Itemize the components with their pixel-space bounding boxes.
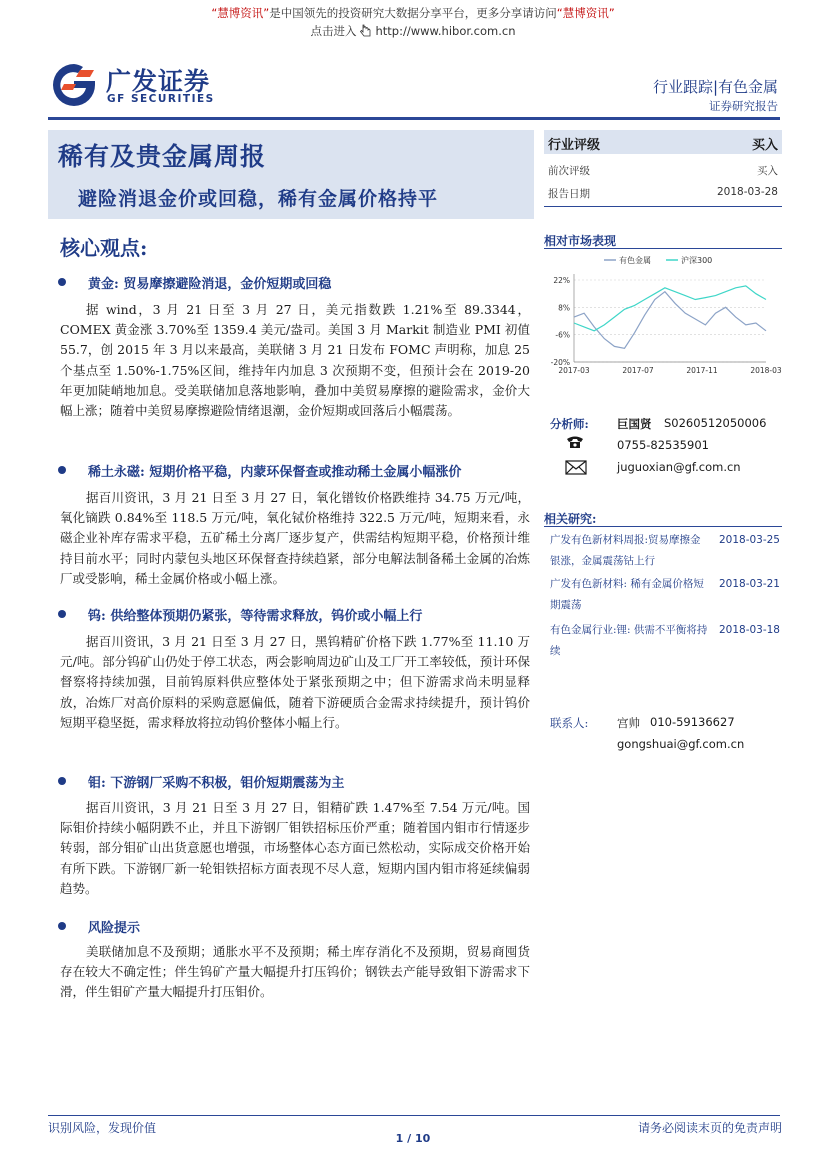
x-tick-label: 2017-03 xyxy=(558,366,590,375)
x-tick-label: 2017-11 xyxy=(686,366,718,375)
related-item[interactable] xyxy=(550,574,782,616)
bullet-icon xyxy=(58,466,66,474)
y-tick-label: 8% xyxy=(558,303,570,313)
related-item[interactable] xyxy=(550,620,782,662)
analyst-id: S0260512050006 xyxy=(664,416,767,430)
point-heading: 黄金: 贸易摩擦避险消退，金价短期或回稳 xyxy=(88,277,332,292)
point-heading: 钼: 下游钢厂采购不积极，钼价短期震荡为主 xyxy=(88,776,345,791)
bullet-icon xyxy=(58,777,66,785)
bullet-icon xyxy=(58,610,66,618)
contact-phone: 010-59136627 xyxy=(650,715,735,729)
legend-label: 沪深300 xyxy=(681,256,713,265)
logo-text-cn: 广发证券 xyxy=(106,67,211,96)
legend-label: 有色金属 xyxy=(619,256,651,265)
analyst-name: 巨国贤 xyxy=(617,417,652,431)
related-item-date: 2018-03-25 xyxy=(718,534,780,546)
header-divider xyxy=(48,117,780,120)
banner-brand-2: “慧博资讯” xyxy=(556,6,615,20)
report-date-label: 报告日期 xyxy=(548,188,590,200)
contact-email[interactable]: gongshuai@gf.com.cn xyxy=(617,737,745,751)
footer-disclaimer[interactable]: 请务必阅读末页的免责声明 xyxy=(637,1121,782,1135)
related-item[interactable] xyxy=(550,530,782,572)
banner-text: 是中国领先的投资研究大数据分享平台，更多分享请访问 xyxy=(269,6,557,20)
y-tick-label: -20% xyxy=(550,358,570,367)
point-body: 据百川资讯，3 月 21 日至 3 月 27 日，黑钨精矿价格下跌 1.77%至 11.10 万元/吨。部分钨矿山仍处于停工状态，两会影响周边矿山及工厂开工率较低，预计环保督察将持续加强，目前钨原料供应整体处于紧张预期之中；但下游需求尚未明显释放，冶炼厂对高价原料的采购意愿偏低，随着下游硬质合金需求持续提升，预计钨价短期平稳坚挺，需求释放将拉动钨价整体小幅上行。 xyxy=(60,634,530,730)
prev-rating-value: 买入 xyxy=(757,165,778,177)
x-tick-label: 2017-07 xyxy=(622,366,654,375)
point-heading: 稀土永磁: 短期价格平稳，内蒙环保督查或推动稀土金属小幅涨价 xyxy=(88,465,462,480)
banner-line1 xyxy=(0,4,826,22)
core-views-title: 核心观点: xyxy=(60,236,148,260)
contact-name: 宫帅 xyxy=(617,716,640,730)
report-subtitle: 避险消退金价或回稳，稀有金属价格持平 xyxy=(78,188,439,210)
contact-label: 联系人: xyxy=(550,716,589,730)
footer-divider xyxy=(48,1115,780,1116)
point-body: 据百川资讯，3 月 21 日至 3 月 27 日，氧化镨钕价格跌维持 34.75 万元/吨，氧化镝跌 0.84%至 118.5 万元/吨，氧化铽价格维持 322.5 万元/吨，短期来看，永磁企业补库存需求平稳，五矿稀土分离厂逐步复产，供需结构短期平稳，价格预计维持目前水平；同时内蒙包头地区环保督查持续趋紧，部分电解法制备稀土金属的冶炼厂或受影响，稀土金属价格或小幅上涨。 xyxy=(60,490,530,586)
series-line-sector xyxy=(574,292,766,349)
point-body: 据百川资讯，3 月 21 日至 3 月 27 日，钼精矿跌 1.47%至 7.54 万元/吨。国际钼价持续小幅阴跌不止，并且下游钢厂钼铁招标压价严重；随着国内钼市行情逐步转弱，部分钼矿山出货意愿也增强，市场整体心态方面已然松动，实际成交价格开始有所下跌。下游钢厂新一轮钼铁招标方面表现不尽人意，短期内国内钼市将延续偏弱趋势。 xyxy=(60,800,530,896)
gf-logo xyxy=(50,62,220,108)
y-tick-label: 22% xyxy=(553,276,570,285)
report-date-value: 2018-03-28 xyxy=(716,186,778,198)
prev-rating-label: 前次评级 xyxy=(548,165,590,177)
banner-url[interactable]: http://www.hibor.com.cn xyxy=(375,24,516,38)
point-heading: 风险提示 xyxy=(88,921,141,936)
x-tick-label: 2018-03 xyxy=(750,366,782,375)
related-item-date: 2018-03-18 xyxy=(718,624,780,636)
related-item-title[interactable]: 广发有色新材料周报:贸易摩擦金银涨，金属震荡钴上行 xyxy=(550,534,701,567)
bullet-icon xyxy=(58,278,66,286)
analyst-email[interactable]: juguoxian@gf.com.cn xyxy=(617,460,741,474)
related-title: 相关研究: xyxy=(544,512,597,526)
point-heading: 钨: 供给整体预期仍紧张，等待需求释放，钨价或小幅上行 xyxy=(88,609,423,624)
market-title: 相对市场表现 xyxy=(544,234,617,248)
page-number: 1 / 10 xyxy=(395,1132,431,1145)
report-title: 稀有及贵金属周报 xyxy=(58,142,267,171)
rating-label: 行业评级 xyxy=(548,138,601,153)
related-item-title[interactable]: 有色金属行业:锂: 供需不平衡将持续 xyxy=(550,624,708,657)
relative-performance-chart xyxy=(544,250,782,382)
analyst-phone: 0755-82535901 xyxy=(617,438,709,452)
market-divider xyxy=(544,248,782,249)
related-item-title[interactable]: 广发有色新材料: 稀有金属价格短期震荡 xyxy=(550,578,704,611)
series-line-index xyxy=(574,286,766,331)
report-type: 证券研究报告 xyxy=(709,99,778,113)
related-item-date: 2018-03-21 xyxy=(718,578,780,590)
gf-logo-icon xyxy=(50,62,98,108)
analyst-label: 分析师: xyxy=(550,417,589,431)
mail-icon xyxy=(565,460,587,475)
point-body: 美联储加息不及预期；通胀水平不及预期；稀土库存消化不及预期，贸易商囤货存在较大不确定性；伴生钨矿产量大幅提升打压钨价；钢铁去产能导致钼下游需求下滑，伴生钼矿产量大幅提升打压钼价。 xyxy=(60,944,530,1000)
phone-icon xyxy=(566,435,584,449)
hand-cursor-icon xyxy=(359,24,372,37)
banner-line2[interactable] xyxy=(0,22,826,40)
report-category: 行业跟踪|有色金属 xyxy=(652,78,778,96)
rating-value: 买入 xyxy=(751,138,778,153)
related-divider xyxy=(544,526,782,527)
banner-enter[interactable]: 点击进入 xyxy=(310,24,357,38)
logo-text-en: GF SECURITIES xyxy=(107,93,215,105)
top-banner xyxy=(0,4,826,40)
bullet-icon xyxy=(58,922,66,930)
banner-brand: “慧博资讯” xyxy=(211,6,270,20)
y-tick-label: -6% xyxy=(555,330,570,340)
rating-divider xyxy=(544,206,782,207)
footer-slogan: 识别风险，发现价值 xyxy=(48,1121,157,1135)
point-body: 据 wind，3 月 21 日至 3 月 27 日，美元指数跌 1.21%至 89.3344，COMEX 黄金涨 3.70%至 1359.4 美元/盎司。美国 3 月 Markit 制造业 PMI 初值 55.7，创 2015 年 3 月以来最高，美联储 3 月 21 日发布 FOMC 声明称，加息 25 个基点至 1.50%-1.75%区间，维持年内加息 3 次预期不变，但预计会在 2019-20 年更加陡峭地加息。受美联储加息落地影响，叠加中美贸易摩擦的避险需求，金价大幅上涨；随着中美贸易摩擦避险情绪退潮，金价短期或回落后小幅震荡。 xyxy=(60,302,530,419)
